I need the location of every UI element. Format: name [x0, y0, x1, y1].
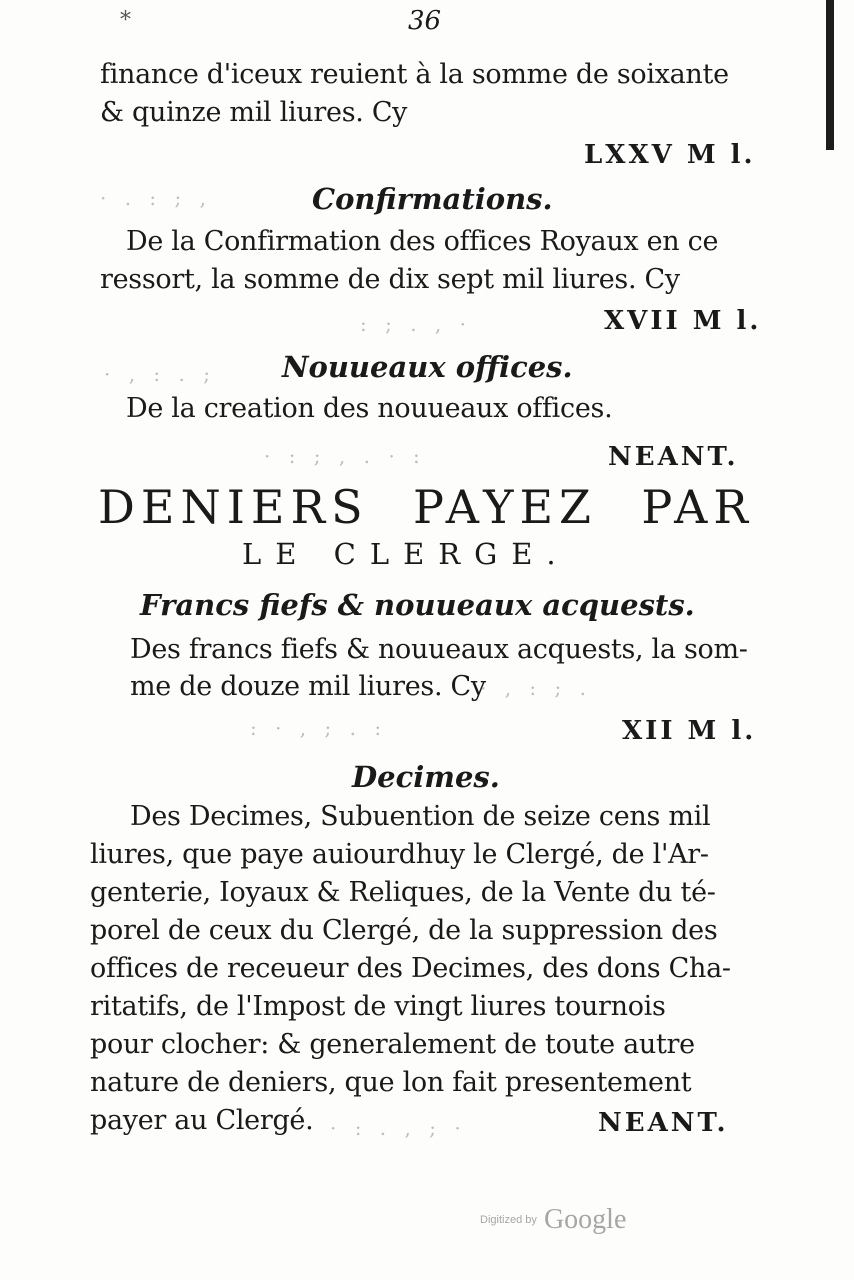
title-word: PAR [641, 480, 754, 534]
bleed-through-text: : · , ; . : [250, 716, 388, 740]
amount-label: NEANT. [598, 1108, 729, 1138]
page-number: 36 [408, 6, 442, 36]
amount-label: XVII M l. [604, 306, 762, 336]
text-line: pour clocher: & generalement de toute autre [90, 1029, 695, 1060]
text-line: nature de deniers, que lon fait presentement [90, 1067, 692, 1098]
text-line: & quinze mil liures. Cy [100, 97, 408, 128]
section-heading: Nouueaux offices. [282, 350, 573, 384]
amount-label: NEANT. [608, 442, 739, 472]
bleed-through-text: · , : . ; [104, 362, 216, 386]
amount-label: LXXV M l. [584, 140, 756, 170]
text-line: porel de ceux du Clergé, de la suppression des [90, 915, 718, 946]
text-line: De la Confirmation des offices Royaux en ce [126, 226, 719, 257]
subtitle: LE CLERGE. [242, 537, 570, 571]
section-heading: Confirmations. [312, 182, 553, 216]
text-line: finance d'iceux reuient à la somme de soixante [100, 59, 729, 90]
text-line: ressort, la somme de dix sept mil liures. Cy [100, 264, 680, 295]
amount-label: XII M l. [622, 716, 757, 746]
bleed-through-text: · : ; , . · : [264, 444, 426, 468]
section-heading: Francs fiefs & nouueaux acquests. [140, 588, 695, 622]
text-line: offices de receueur des Decimes, des dons Cha- [90, 953, 731, 984]
text-line: genterie, Ioyaux & Reliques, de la Vente du té- [90, 877, 716, 908]
watermark-prefix: Digitized by [480, 1214, 537, 1226]
text-line: ritatifs, de l'Impost de vingt liures tournois [90, 991, 666, 1022]
margin-mark: * [120, 8, 131, 33]
text-line: Des francs fiefs & nouueaux acquests, la som- [130, 634, 748, 665]
text-line: me de douze mil liures. Cy [130, 671, 486, 702]
binding-edge-shadow [826, 0, 834, 150]
title-word: PAYEZ [413, 480, 597, 534]
title-word: DENIERS [98, 480, 369, 534]
digitized-by-google-watermark [480, 1204, 626, 1236]
bleed-through-text: · : . , ; · [330, 1116, 467, 1140]
google-logo-text: Google [543, 1204, 627, 1235]
main-title [98, 480, 754, 534]
section-heading: Decimes. [352, 760, 500, 794]
text-line: De la creation des nouueaux offices. [126, 393, 613, 424]
bleed-through-text: : ; . , · [360, 312, 472, 336]
text-line: Des Decimes, Subuention de seize cens mil [130, 801, 711, 832]
text-line: payer au Clergé. [90, 1105, 314, 1136]
bleed-through-text: · , : ; . [480, 676, 592, 700]
text-line: liures, que paye auiourdhuy le Clergé, de l'Ar- [90, 839, 709, 870]
bleed-through-text: · . : ; , [100, 186, 212, 210]
